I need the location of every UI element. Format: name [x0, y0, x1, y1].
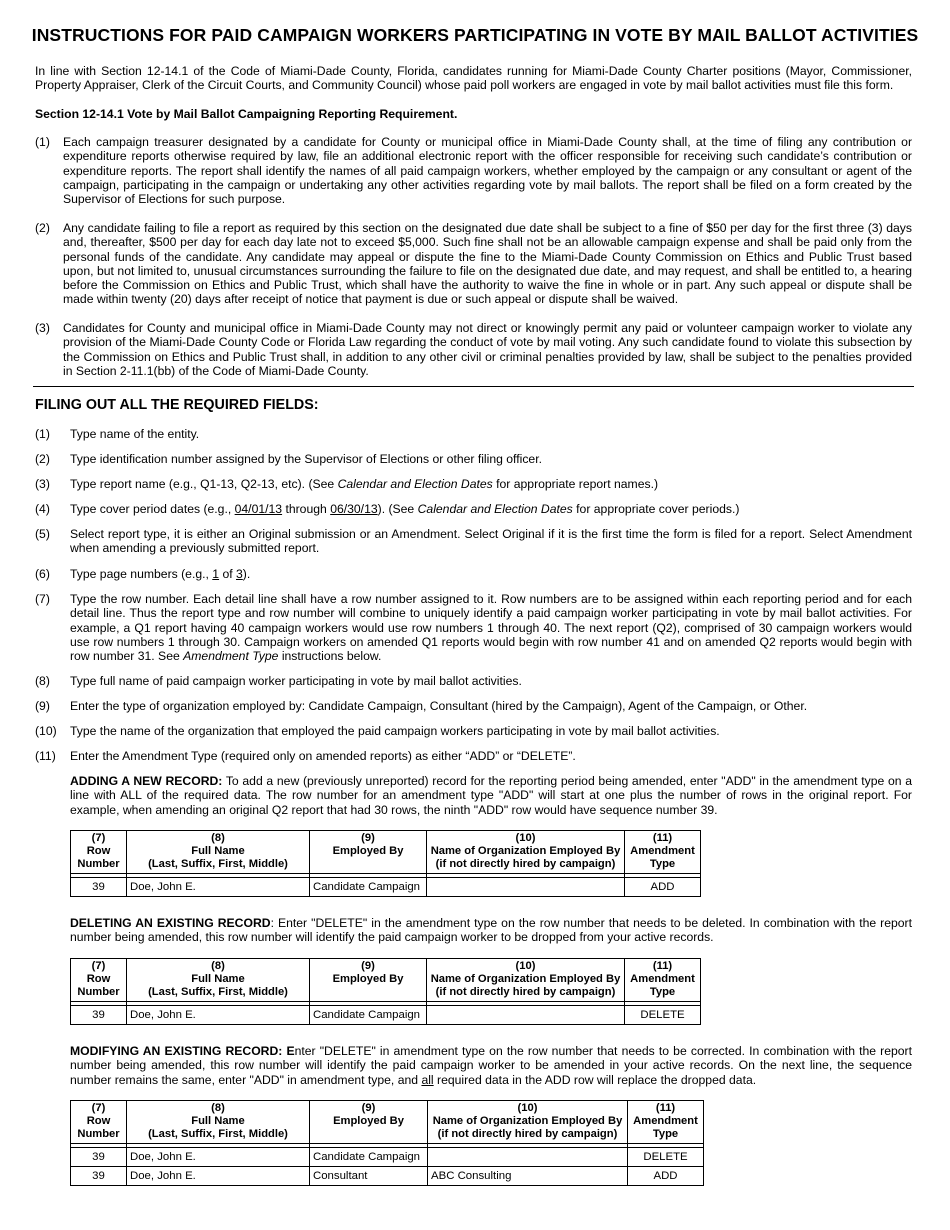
instruction-9	[35, 699, 912, 713]
deleting-record-block	[70, 916, 912, 945]
instruction-number: (2)	[35, 452, 50, 466]
instruction-text: Type the name of the organization that employed the paid campaign workers participating in vote by mail ballot activities.	[70, 724, 720, 738]
instruction-1	[35, 427, 912, 441]
instruction-text: Type cover period dates (e.g., 04/01/13 through 06/30/13). (See Calendar and Election Dates for appropriate cover periods.)	[70, 502, 740, 516]
table-row	[71, 1167, 704, 1186]
column-header-amendment-type: (11) Amendment Type	[628, 1101, 704, 1144]
cell-full-name: Doe, John E.	[127, 878, 310, 897]
instruction-7	[35, 592, 912, 663]
cell-full-name: Doe, John E.	[127, 1148, 310, 1167]
cell-row-number: 39	[71, 1006, 127, 1025]
intro-paragraph: In line with Section 12-14.1 of the Code of Miami-Dade County, Florida, candidates running for Miami-Dade County Charter positions (Mayor, Commissioner, Property Appraiser, Clerk of the Circuit Courts, and Community Council) whose paid poll workers are engaged in vote by mail ballot activities must file this form.	[35, 64, 912, 93]
example-table-modify	[70, 1100, 704, 1186]
instruction-text: Enter the Amendment Type (required only on amended reports) as either “ADD” or “DELETE”.	[70, 749, 576, 763]
column-header-full-name: (8) Full Name (Last, Suffix, First, Middle)	[127, 1101, 310, 1144]
column-header-row-number: (7) Row Number	[71, 959, 127, 1002]
cell-full-name: Doe, John E.	[127, 1167, 310, 1186]
instruction-11	[35, 749, 912, 763]
cell-row-number: 39	[71, 878, 127, 897]
divider	[33, 386, 914, 387]
instruction-text: Type full name of paid campaign worker participating in vote by mail ballot activities.	[70, 674, 522, 688]
cell-amendment-type: ADD	[628, 1167, 704, 1186]
cell-organization	[427, 878, 625, 897]
section-paragraph-1	[35, 135, 912, 206]
table-row	[71, 1006, 701, 1025]
instruction-2	[35, 452, 912, 466]
instruction-number: (3)	[35, 477, 50, 491]
example-table-delete	[70, 958, 701, 1025]
section-paragraph-3	[35, 321, 912, 378]
instruction-text: Type name of the entity.	[70, 427, 200, 441]
instruction-6	[35, 567, 912, 581]
paragraph-number: (3)	[35, 321, 50, 335]
paragraph-text: Each campaign treasurer designated by a candidate for County or municipal office in Miami-Dade County shall, at the time of filing any contribution or expenditure reports otherwise required by law, file an additional electronic report with the officer responsible for receiving such candidate’s contribution or expenditure reports. The report shall identify the names of all paid campaign workers, whether employed by the campaign or any consultant or agent of the campaign, participating in the campaign or undertaking any other activities regarding vote by mail ballots. The report shall be filed on a form created by the Supervisor of Elections for such purpose.	[63, 135, 912, 207]
column-header-row-number: (7) Row Number	[71, 1101, 127, 1144]
paragraph-number: (2)	[35, 221, 50, 235]
instruction-number: (4)	[35, 502, 50, 516]
cell-employed-by: Candidate Campaign	[310, 878, 427, 897]
instruction-10	[35, 724, 912, 738]
instruction-text: Type identification number assigned by the Supervisor of Elections or other filing officer.	[70, 452, 542, 466]
adding-record-block	[70, 774, 912, 817]
cell-full-name: Doe, John E.	[127, 1006, 310, 1025]
adding-heading: ADDING A NEW RECORD:	[70, 774, 223, 788]
instruction-text: Select report type, it is either an Original submission or an Amendment. Select Original if it is the first time the form is filed for a report. Select Amendment when amending a previously submitted report.	[70, 527, 912, 556]
column-header-organization: (10) Name of Organization Employed By (if not directly hired by campaign)	[428, 1101, 628, 1144]
cell-employed-by: Consultant	[310, 1167, 428, 1186]
cell-row-number: 39	[71, 1148, 127, 1167]
paragraph-text: Candidates for County and municipal office in Miami-Dade County may not direct or knowingly permit any paid or volunteer campaign worker to violate any provision of the Miami-Dade County Code or Florida Law regarding the conduct of vote by mail voting. Any such candidate found to violate this subsection by the Commission on Ethics and Public Trust shall, in addition to any other civil or criminal penalties provided by law, shall be subject to the penalties provided in Section 2-11.1(bb) of the Code of Miami-Dade County.	[63, 321, 912, 378]
instruction-number: (5)	[35, 527, 50, 541]
cell-amendment-type: DELETE	[625, 1006, 701, 1025]
column-header-full-name: (8) Full Name (Last, Suffix, First, Middle)	[127, 831, 310, 874]
instruction-number: (11)	[35, 749, 56, 763]
deleting-text: : Enter "DELETE" in the amendment type on the row number that needs to be deleted. In combination with the report number being amended, this row number will identify the paid campaign worker to be dropped from your active records.	[70, 916, 912, 945]
column-header-row-number: (7) Row Number	[71, 831, 127, 874]
instruction-number: (9)	[35, 699, 50, 713]
instruction-4	[35, 502, 912, 516]
cell-organization: ABC Consulting	[428, 1167, 628, 1186]
column-header-employed-by: (9) Employed By	[310, 1101, 428, 1144]
instruction-number: (7)	[35, 592, 50, 606]
cell-employed-by: Candidate Campaign	[310, 1006, 427, 1025]
instruction-number: (1)	[35, 427, 50, 441]
cell-amendment-type: ADD	[625, 878, 701, 897]
table-row	[71, 878, 701, 897]
instruction-text: Type report name (e.g., Q1-13, Q2-13, etc). (See Calendar and Election Dates for appropriate report names.)	[70, 477, 659, 491]
example-table-add	[70, 830, 701, 897]
instruction-text: Type page numbers (e.g., 1 of 3).	[70, 567, 251, 581]
column-header-amendment-type: (11) Amendment Type	[625, 959, 701, 1002]
column-header-organization: (10) Name of Organization Employed By (if not directly hired by campaign)	[427, 831, 625, 874]
section-paragraph-2	[35, 221, 912, 307]
instruction-8	[35, 674, 912, 688]
column-header-employed-by: (9) Employed By	[310, 959, 427, 1002]
instruction-text: Enter the type of organization employed by: Candidate Campaign, Consultant (hired by the Campaign), Agent of the Campaign, or Other.	[70, 699, 808, 713]
adding-text: To add a new (previously unreported) record for the reporting period being amended, enter "ADD" in the amendment type on a line with ALL of the required data. The row number for an amendment type "ADD" will start at one plus the number of rows in the original report. For example, when amending an original Q2 report that had 30 rows, the ninth "ADD" row would have sequence number 39.	[70, 774, 912, 817]
cell-organization	[427, 1006, 625, 1025]
paragraph-number: (1)	[35, 135, 50, 149]
modifying-heading: MODIFYING AN EXISTING RECORD:	[70, 1044, 287, 1058]
column-header-full-name: (8) Full Name (Last, Suffix, First, Middle)	[127, 959, 310, 1002]
instruction-3	[35, 477, 912, 491]
table-row	[71, 1148, 704, 1167]
cell-amendment-type: DELETE	[628, 1148, 704, 1167]
cell-organization	[428, 1148, 628, 1167]
cell-employed-by: Candidate Campaign	[310, 1148, 428, 1167]
section-heading: Section 12-14.1 Vote by Mail Ballot Campaigning Reporting Requirement.	[35, 107, 458, 121]
filing-heading: FILING OUT ALL THE REQUIRED FIELDS:	[35, 397, 319, 413]
deleting-heading: DELETING AN EXISTING RECORD	[70, 916, 271, 930]
page-title: INSTRUCTIONS FOR PAID CAMPAIGN WORKERS PARTICIPATING IN VOTE BY MAIL BALLOT ACTIVITIES	[31, 25, 919, 45]
instruction-number: (10)	[35, 724, 57, 738]
column-header-amendment-type: (11) Amendment Type	[625, 831, 701, 874]
paragraph-text: Any candidate failing to file a report as required by this section on the designated due date shall be subject to a fine of $50 per day for the first three (3) days and, thereafter, $500 per day for each day late not to exceed $5,000. Such fine shall not be an allowable campaign expense and shall be paid only from the personal funds of the candidate. Any candidate may appeal or dispute the fine to the Miami-Dade County Commission on Ethics and Public Trust based upon, but not limited to, unusual circumstances surrounding the failure to file on the designated due date, and may request, and shall be entitled to, a hearing before the Commission on Ethics and Public Trust, which shall have the authority to waive the fine in whole or in part. Any such appeal or dispute shall be made within twenty (20) days after receipt of notice that payment is due or such appeal or dispute shall be waived.	[63, 221, 912, 307]
instruction-number: (6)	[35, 567, 50, 581]
instruction-text: Type the row number. Each detail line shall have a row number assigned to it. Row numbers are to be assigned within each reporting period and for each detail line. Thus the report type and row number will combine to uniquely identify a paid campaign worker participating in vote by mail ballot activities. For example, a Q1 report having 40 campaign workers would use row numbers 1 through 40. The next report (Q2), comprised of 30 campaign workers would use row numbers 1 through 30. Campaign workers on amended Q1 reports would begin with row number 41 and on amended Q2 reports would begin with row number 31. See Amendment Type instructions below.	[70, 592, 912, 664]
modifying-record-block: MODIFYING AN EXISTING RECORD: Enter "DELETE" in amendment type on the row number that needs to be corrected. In combination with the report number being amended, this row number will identify the paid campaign worker to be amended in your active records. On the next line, the sequence number remains the same, enter "ADD" in amendment type, and all required data in the ADD row will replace the dropped data.	[70, 1044, 912, 1087]
column-header-organization: (10) Name of Organization Employed By (if not directly hired by campaign)	[427, 959, 625, 1002]
instruction-number: (8)	[35, 674, 50, 688]
column-header-employed-by: (9) Employed By	[310, 831, 427, 874]
instruction-5	[35, 527, 912, 556]
cell-row-number: 39	[71, 1167, 127, 1186]
